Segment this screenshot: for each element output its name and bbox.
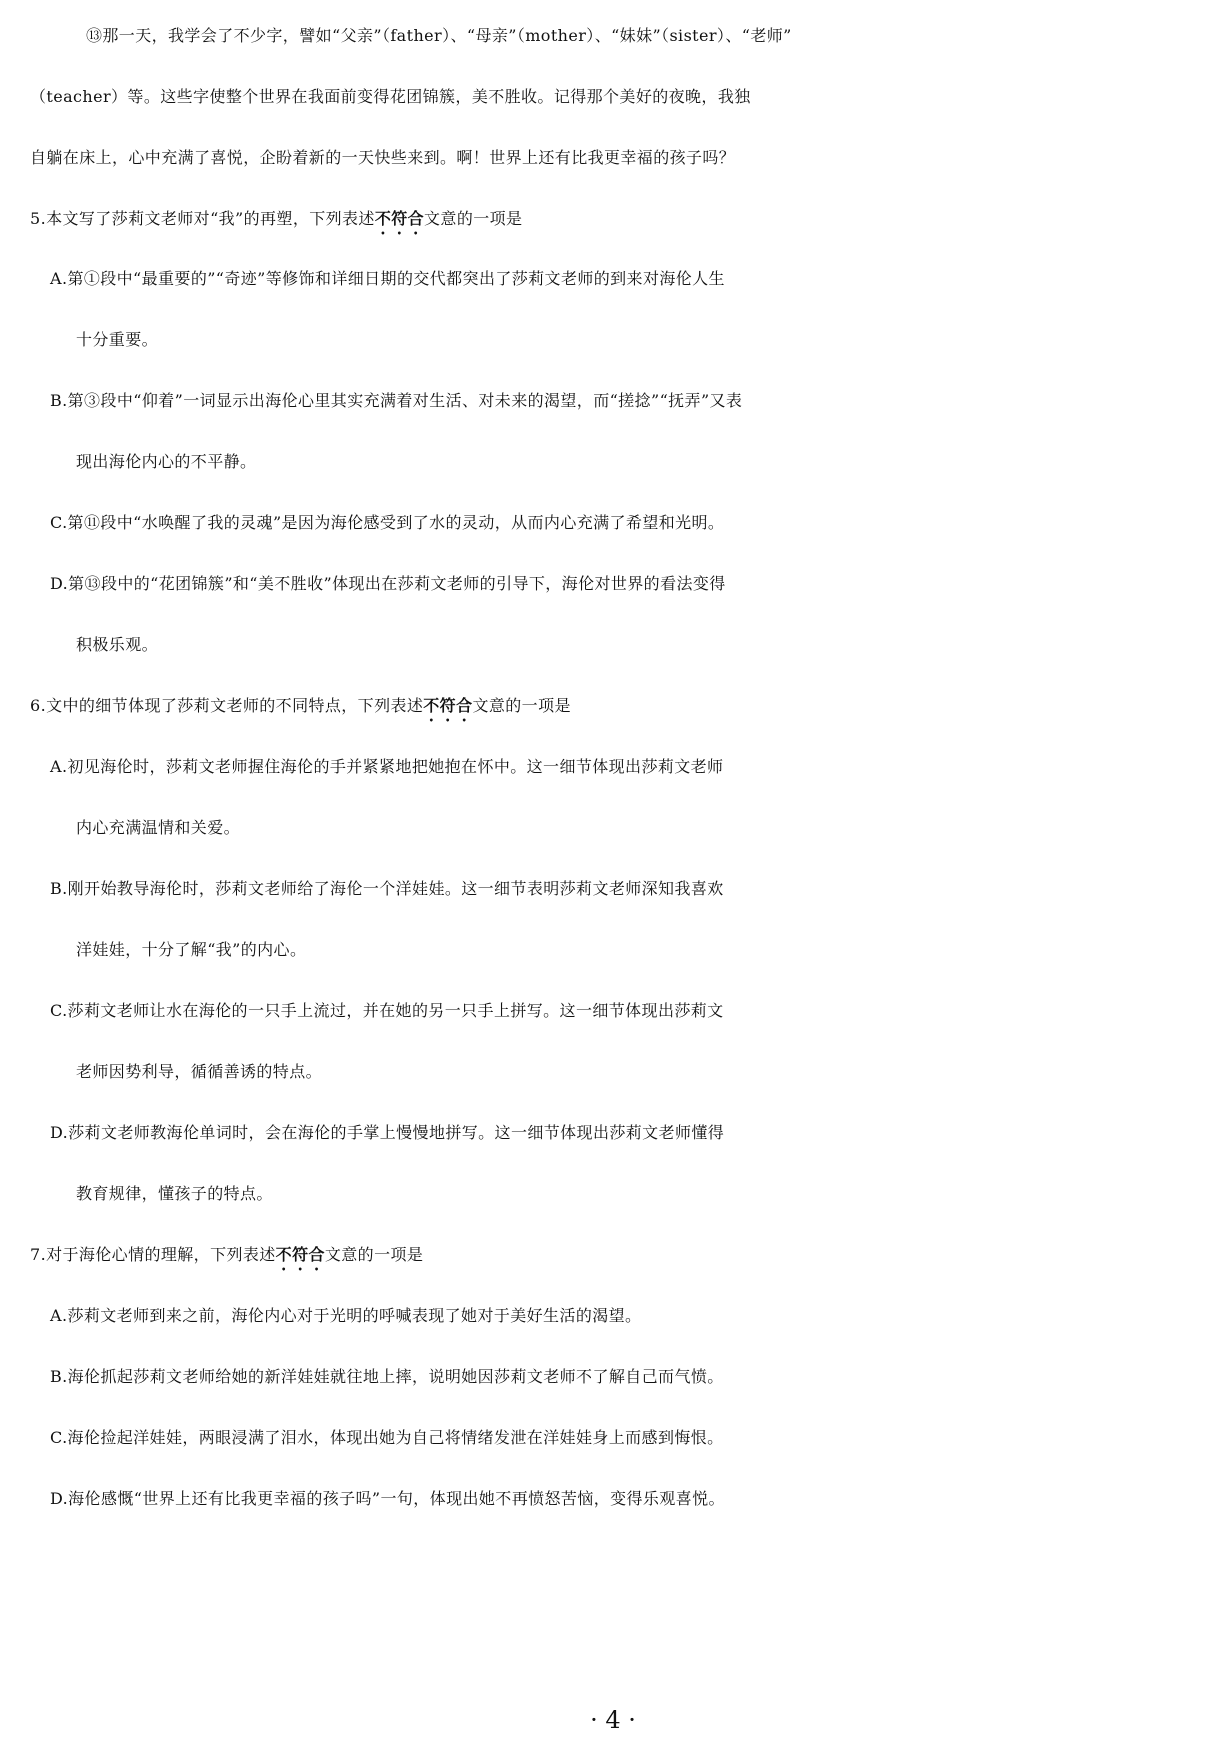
stem-text: 文意的一项是	[324, 1245, 424, 1264]
passage-line: ⑬那一天，我学会了不少字，譬如“父亲”（father）、“母亲”（mother）、“妹妹”（sister）、“老师”	[86, 26, 792, 45]
stem-text: 文意的一项是	[424, 209, 523, 228]
option-7c: C.海伦捡起洋娃娃，两眼浸满了泪水，体现出她为自己将情绪发泄在洋娃娃身上而感到悔恨。	[50, 1428, 724, 1447]
stem-text: 文意的一项是	[472, 696, 571, 715]
question-7-stem	[0, 1235, 1226, 1275]
option-5b: B.第③段中“仰着”一词显示出海伦心里其实充满着对生活、对未来的渴望，而“搓捻”“抚弄”又表	[50, 391, 743, 410]
passage-line: （teacher）等。这些字使整个世界在我面前变得花团锦簇，美不胜收。记得那个美好的夜晚，我独	[30, 87, 751, 106]
option-5d-cont: 积极乐观。	[76, 635, 159, 654]
passage-line: 自躺在床上，心中充满了喜悦，企盼着新的一天快些来到。啊！世界上还有比我更幸福的孩子吗？	[30, 148, 736, 167]
stem-text: 5.本文写了莎莉文老师对“我”的再塑，下列表述	[30, 209, 375, 228]
question-6-stem	[0, 686, 1226, 726]
option-7b: B.海伦抓起莎莉文老师给她的新洋娃娃就往地上摔，说明她因莎莉文老师不了解自己而气愤。	[50, 1367, 724, 1386]
stem-text: 6.文中的细节体现了莎莉文老师的不同特点，下列表述	[30, 696, 424, 715]
option-6c-cont: 老师因势利导，循循善诱的特点。	[76, 1062, 323, 1081]
option-6a: A.初见海伦时，莎莉文老师握住海伦的手并紧紧地把她抱在怀中。这一细节体现出莎莉文老师	[50, 757, 724, 776]
option-5d: D.第⑬段中的“花团锦簇”和“美不胜收”体现出在莎莉文老师的引导下，海伦对世界的看法变得	[50, 574, 726, 593]
option-6d-cont: 教育规律，懂孩子的特点。	[76, 1184, 273, 1203]
option-7a: A.莎莉文老师到来之前，海伦内心对于光明的呼喊表现了她对于美好生活的渴望。	[50, 1306, 642, 1325]
option-7d: D.海伦感慨“世界上还有比我更幸福的孩子吗”一句，体现出她不再愤怒苦恼，变得乐观喜悦。	[50, 1489, 725, 1508]
emphasis-mark: 不符合	[423, 696, 473, 715]
option-5a-cont: 十分重要。	[76, 330, 159, 349]
option-5a: A.第①段中“最重要的”“奇迹”等修饰和详细日期的交代都突出了莎莉文老师的到来对海伦人生	[50, 269, 725, 288]
stem-text: 7.对于海伦心情的理解，下列表述	[30, 1245, 276, 1264]
question-5-stem	[0, 199, 1226, 239]
emphasis-mark: 不符合	[374, 209, 425, 228]
page-number: · 4 ·	[590, 1706, 636, 1734]
option-6b-cont: 洋娃娃，十分了解“我”的内心。	[76, 940, 307, 959]
option-6d: D.莎莉文老师教海伦单词时，会在海伦的手掌上慢慢地拼写。这一细节体现出莎莉文老师懂得	[50, 1123, 725, 1142]
option-6a-cont: 内心充满温情和关爱。	[76, 818, 241, 837]
option-6c: C.莎莉文老师让水在海伦的一只手上流过，并在她的另一只手上拼写。这一细节体现出莎莉文	[50, 1001, 724, 1020]
option-5c: C.第⑪段中“水唤醒了我的灵魂”是因为海伦感受到了水的灵动，从而内心充满了希望和光明。	[50, 513, 725, 532]
option-6b: B.刚开始教导海伦时，莎莉文老师给了海伦一个洋娃娃。这一细节表明莎莉文老师深知我喜欢	[50, 879, 724, 898]
option-5b-cont: 现出海伦内心的不平静。	[76, 452, 257, 471]
emphasis-mark: 不符合	[275, 1245, 325, 1264]
